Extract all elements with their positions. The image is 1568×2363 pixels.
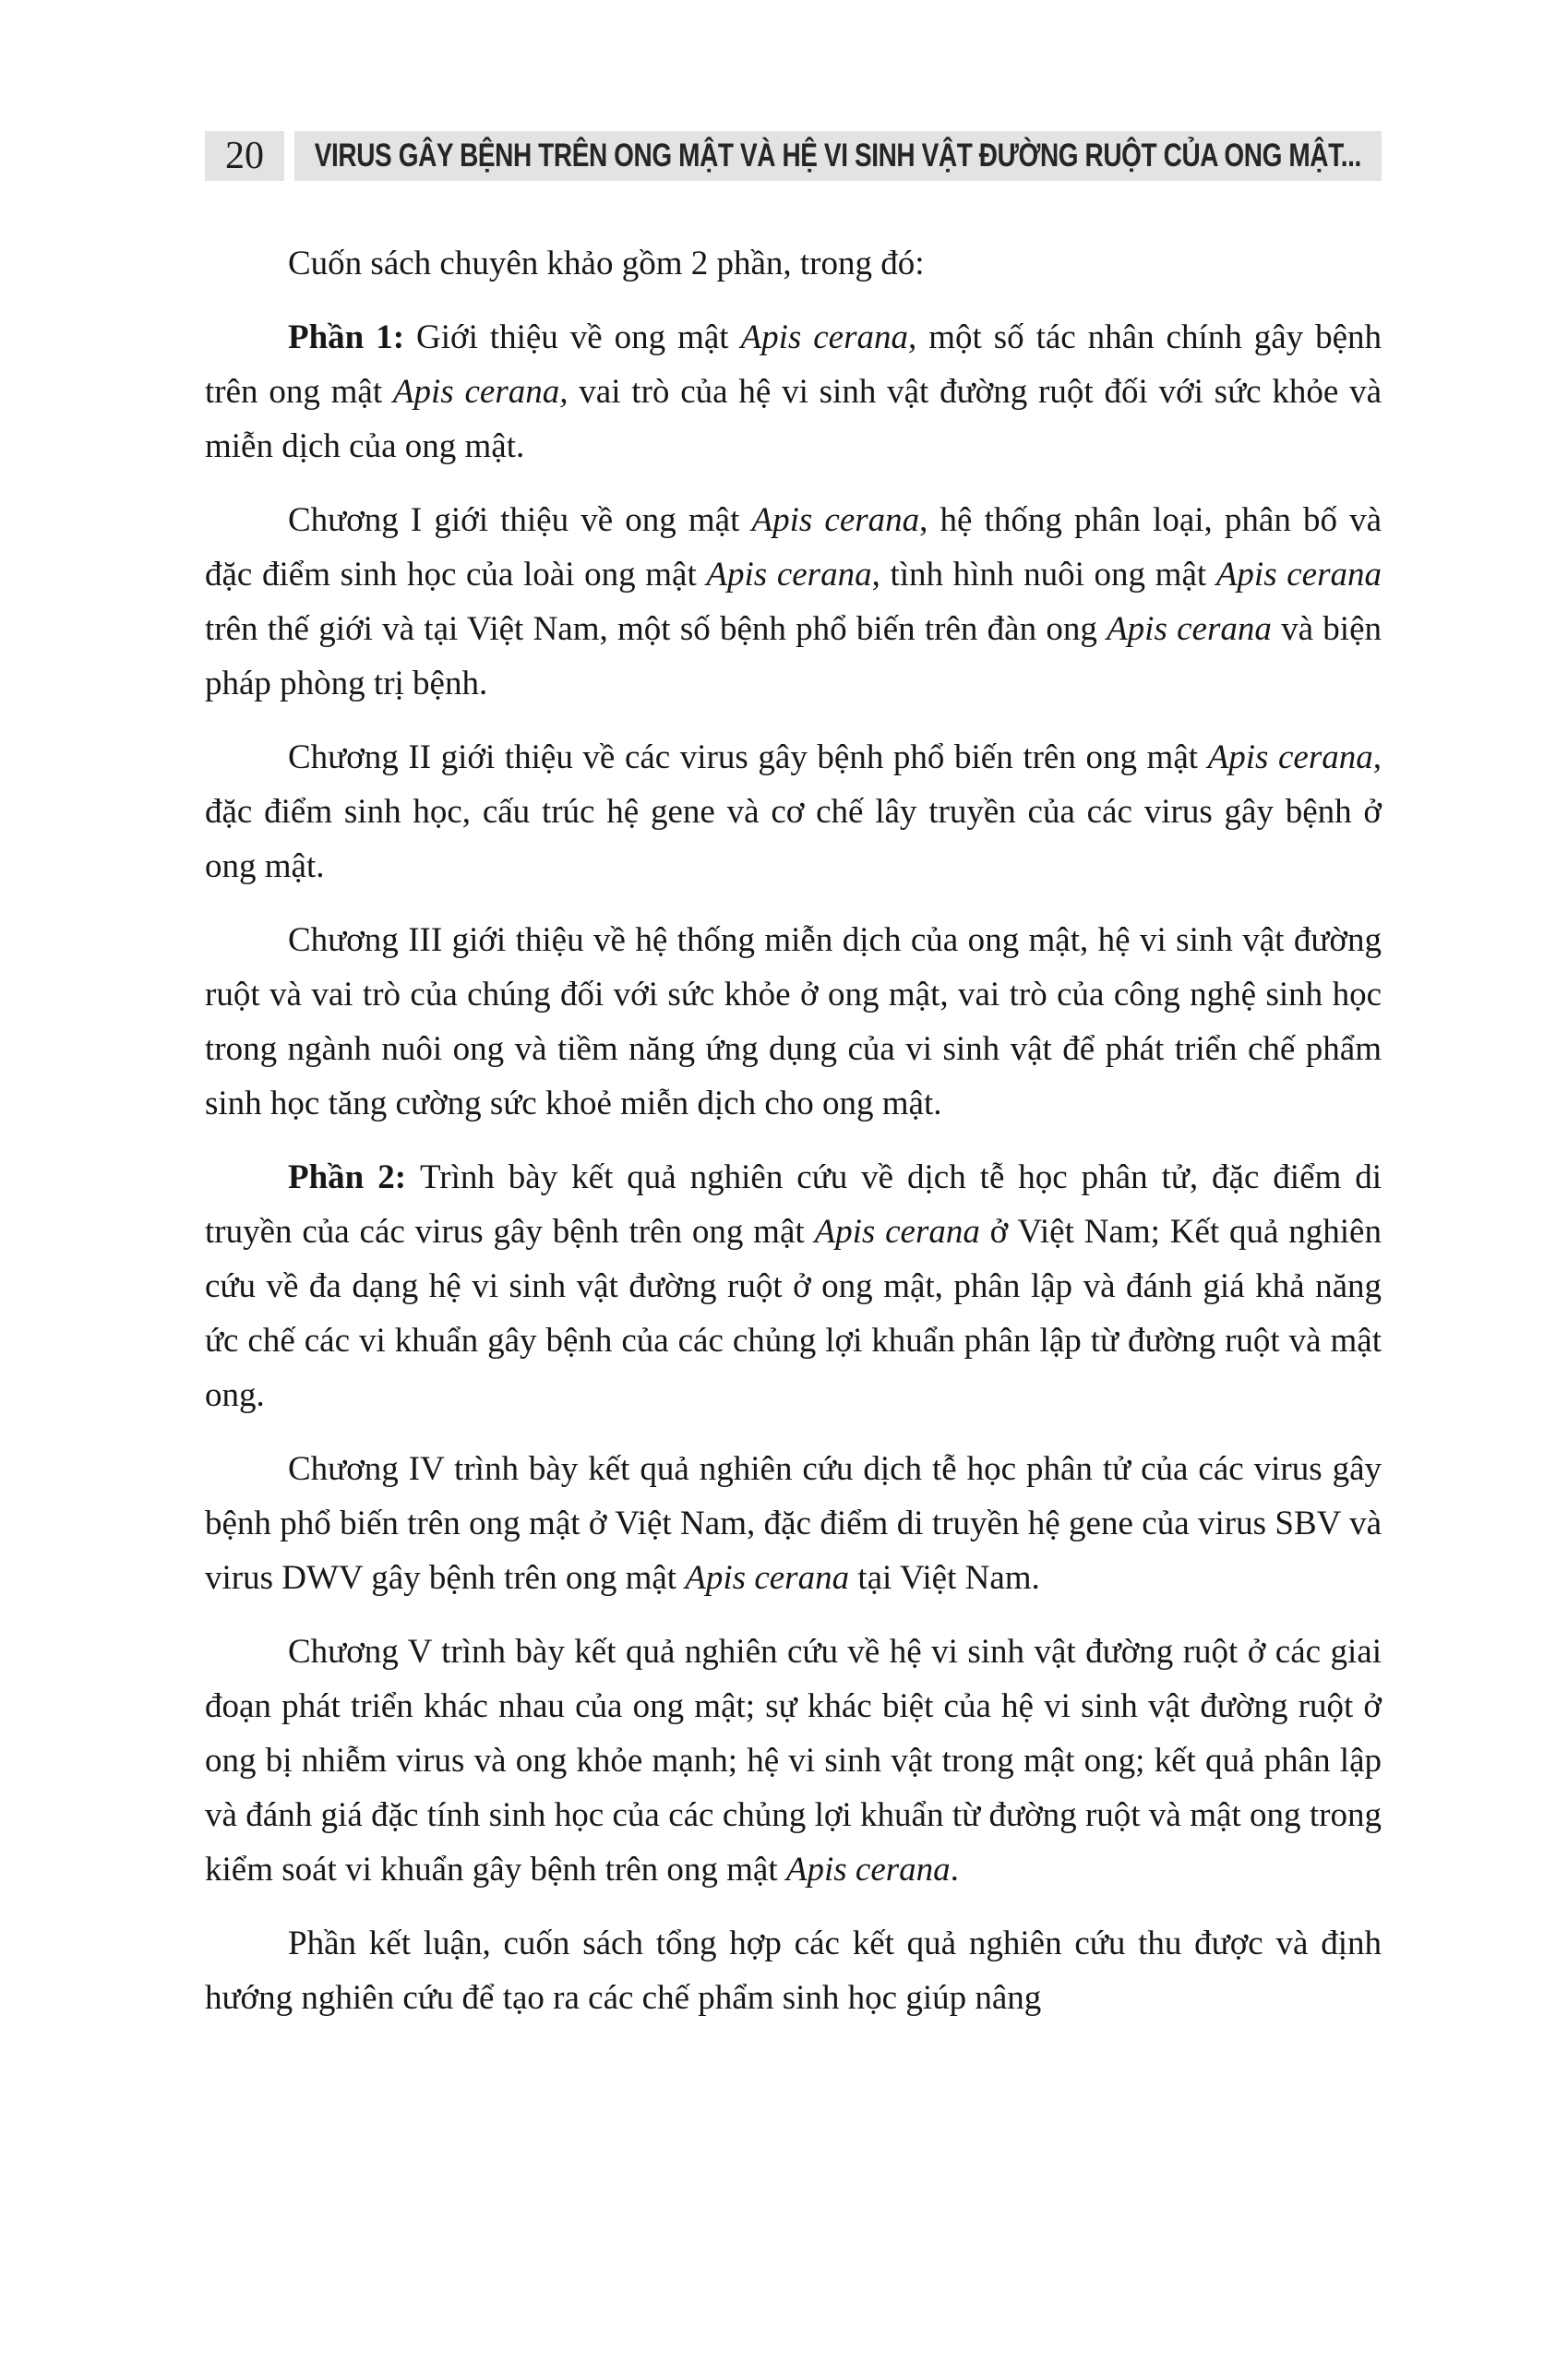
species-name: Apis cerana [1107, 610, 1272, 648]
species-name: Apis cerana [785, 1851, 951, 1889]
text-segment: một số tác nhân chính gây bệnh trên ong mật [205, 318, 1382, 411]
text-segment: tại Việt Nam. [849, 1559, 1040, 1597]
paragraph-chapter-4 [205, 1442, 1382, 1605]
species-name: Apis cerana, [1207, 738, 1382, 776]
part-label: Phần 1: [288, 318, 416, 356]
species-name: Apis cerana [685, 1559, 850, 1597]
text-segment: Chương I giới thiệu về ong mật [288, 501, 752, 539]
text-segment: vai trò của hệ vi sinh vật đường ruột đối với sức khỏe và miễn dịch của ong mật. [205, 373, 1382, 465]
species-name: Apis cerana, [740, 318, 917, 356]
paragraph-part-1 [205, 310, 1382, 474]
text-segment: trên thế giới và tại Việt Nam, một số bệnh phổ biến trên đàn ong [205, 610, 1107, 648]
species-name: Apis cerana [1215, 556, 1382, 594]
part-label: Phần 2: [288, 1158, 420, 1196]
text-segment: Chương V trình bày kết quả nghiên cứu về hệ vi sinh vật đường ruột ở các giai đoạn phát triển khác nhau của ong mật; sự khác biệt của hệ vi sinh vật đường ruột ở ong bị nhiễm virus và ong khỏe mạnh; hệ vi sinh vật trong mật ong; kết quả phân lập và đánh giá đặc tính sinh học của các chủng lợi khuẩn từ đường ruột và mật ong trong kiểm soát vi khuẩn gây bệnh trên ong mật [205, 1633, 1382, 1889]
page-content [205, 236, 1382, 2025]
paragraph-part-2 [205, 1150, 1382, 1422]
paragraph-chapter-3 [205, 913, 1382, 1131]
running-title: VIRUS GÂY BỆNH TRÊN ONG MẬT VÀ HỆ VI SINH VẬT ĐƯỜNG RUỘT CỦA ONG MẬT... [314, 138, 1362, 174]
text-segment: . [950, 1851, 959, 1889]
text-segment: và biện pháp phòng trị bệnh. [205, 610, 1382, 702]
page-number [205, 131, 284, 181]
text-segment: Trình bày kết quả nghiên cứu về dịch tễ học phân tử, đặc điểm di truyền của các virus gây bệnh trên ong mật [205, 1158, 1382, 1251]
species-name: Apis cerana, [392, 373, 569, 411]
text-segment: Chương IV trình bày kết quả nghiên cứu dịch tễ học phân tử của các virus gây bệnh phổ biến trên ong mật ở Việt Nam, đặc điểm di truyền hệ gene của virus SBV và virus DWV gây bệnh trên ong mật [205, 1450, 1382, 1597]
paragraph-chapter-5 [205, 1625, 1382, 1897]
text-segment: đặc điểm sinh học, cấu trúc hệ gene và cơ chế lây truyền của các virus gây bệnh ở ong mật. [205, 793, 1382, 885]
paragraph-intro [205, 236, 1382, 291]
text-segment: , tình hình nuôi ong mật [871, 556, 1216, 594]
running-title-bar [294, 131, 1382, 181]
text-segment: Phần kết luận, cuốn sách tổng hợp các kết quả nghiên cứu thu được và định hướng nghiên cứu để tạo ra các chế phẩm sinh học giúp nâng [205, 1925, 1382, 2017]
text-segment: ở Việt Nam; Kết quả nghiên cứu về đa dạng hệ vi sinh vật đường ruột ở ong mật, phân lập và đánh giá khả năng ức chế các vi khuẩn gây bệnh của các chủng lợi khuẩn phân lập từ đường ruột và mật ong. [205, 1213, 1382, 1414]
text-segment: Chương III giới thiệu về hệ thống miễn dịch của ong mật, hệ vi sinh vật đường ruột và vai trò của chúng đối với sức khỏe ở ong mật, vai trò của công nghệ sinh học trong ngành nuôi ong và tiềm năng ứng dụng của vi sinh vật để phát triển chế phẩm sinh học tăng cường sức khoẻ miễn dịch cho ong mật. [205, 921, 1382, 1122]
text-segment: , hệ thống phân loại, phân bố và đặc điểm sinh học của loài ong mật [205, 501, 1382, 594]
species-name: Apis cerana [751, 501, 920, 539]
paragraph-conclusion [205, 1916, 1382, 2025]
paragraph-chapter-1 [205, 493, 1382, 711]
page-number-label: 20 [225, 135, 264, 177]
species-name: Apis cerana [814, 1213, 980, 1251]
page-header [205, 131, 1382, 181]
paragraph-chapter-2 [205, 730, 1382, 894]
text-segment: Cuốn sách chuyên khảo gồm 2 phần, trong đó: [288, 245, 925, 282]
text-segment: Chương II giới thiệu về các virus gây bệnh phổ biến trên ong mật [288, 738, 1208, 776]
text-segment: Giới thiệu về ong mật [416, 318, 741, 356]
species-name: Apis cerana [706, 556, 872, 594]
